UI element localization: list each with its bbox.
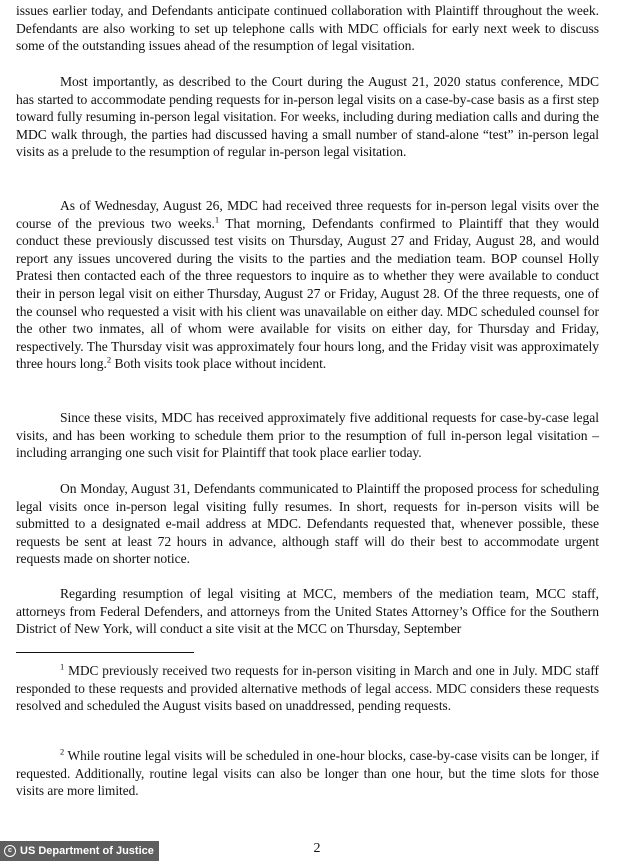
footnote-text: While routine legal visits will be scheduled in one-hour blocks, case-by-case visits can be longer, if requested. Additionally, routine legal visits can also be longer than one hour, but the time slots for those visits are more limited. — [16, 748, 599, 799]
paragraph-test-visits — [16, 197, 599, 373]
footnote-marker: 1 — [60, 661, 65, 672]
footnote-text: MDC previously received two requests for in-person visiting in March and one in July. MDC staff responded to these requests and provided alternative methods of legal access. MDC considers these requests resolved and scheduled the August visits based on unaddressed, pending requests. — [16, 663, 599, 714]
footnote-1 — [16, 662, 599, 715]
paragraph-additional-requests: Since these visits, MDC has received approximately five additional requests for case-by-case legal visits, and has been working to schedule them prior to the resumption of full in-person legal visitation – including arranging one such visit for Plaintiff that took place earlier today. — [16, 410, 599, 461]
credit-text: US Department of Justice — [20, 845, 154, 857]
footnote-divider — [16, 652, 194, 653]
paragraph-legal-visits-case-by-case: Most importantly, as described to the Court during the August 21, 2020 status conference, MDC has started to accommodate pending requests for in-person legal visits on a case-by-case basis as a first step toward fully resuming in-person legal visitation. For weeks, including during mediation calls and during the MDC walk through, the parties had discussed having a small number of stand-alone “test” in-person legal visits as a prelude to the resumption of regular in-person legal visitation. — [16, 74, 599, 160]
paragraph-mcc-resumption: Regarding resumption of legal visiting at MCC, members of the mediation team, MCC staff, attorneys from Federal Defenders, and attorneys from the United States Attorney’s Office for the Southern District of New York, will conduct a site visit at the MCC on Thursday, September — [16, 586, 599, 637]
paragraph-text-part: Both visits took place without incident. — [111, 356, 327, 372]
copyright-icon: c — [4, 845, 16, 857]
image-credit — [0, 841, 159, 861]
paragraph-text-part: As of Wednesday, August 26, MDC had received three requests for in-person legal visits over the course of the previous two weeks. — [16, 198, 599, 231]
footnote-ref-1[interactable]: 1 — [214, 214, 220, 225]
footnote-2 — [16, 747, 599, 800]
paragraph-scheduling-process: On Monday, August 31, Defendants communicated to Plaintiff the proposed process for scheduling legal visits once in-person legal visiting fully resumes. In short, requests for in-person visits will be submitted to a designated e-mail address at MDC. Defendants requested that, whenever possible, these requests be sent at least 72 hours in advance, although staff will do their best to accommodate urgent requests made on shorter notice. — [16, 481, 599, 567]
paragraph-continued: issues earlier today, and Defendants anticipate continued collaboration with Plaintiff throughout the week. Defendants are also working to set up telephone calls with MDC officials for early next week to discuss some of the outstanding issues ahead of the resumption of legal visitation. — [16, 3, 599, 54]
footnote-ref-2[interactable]: 2 — [106, 354, 112, 365]
footnote-marker: 2 — [60, 746, 65, 757]
paragraph-text-part: That morning, Defendants confirmed to Plaintiff that they would conduct these previously discussed test visits on Thursday, August 27 and Friday, August 28, and would report any issues uncovered during the visits to the parties and the mediation team. BOP counsel Holly Pratesi then contacted each of the three requestors to inquire as to whether they were available to conduct their in person legal visit on either Thursday, August 27 or Friday, August 28. Of the three requests, one of the counsel who requested a visit with his client was unavailable on either day. MDC scheduled counsel for the other two inmates, all of whom were available for visits on either day, for Thursday and Friday, respectively. The Thursday visit was approximately four hours long, and the Friday visit was approximately three hours long. — [16, 215, 599, 372]
page-number: 2 — [313, 841, 321, 856]
